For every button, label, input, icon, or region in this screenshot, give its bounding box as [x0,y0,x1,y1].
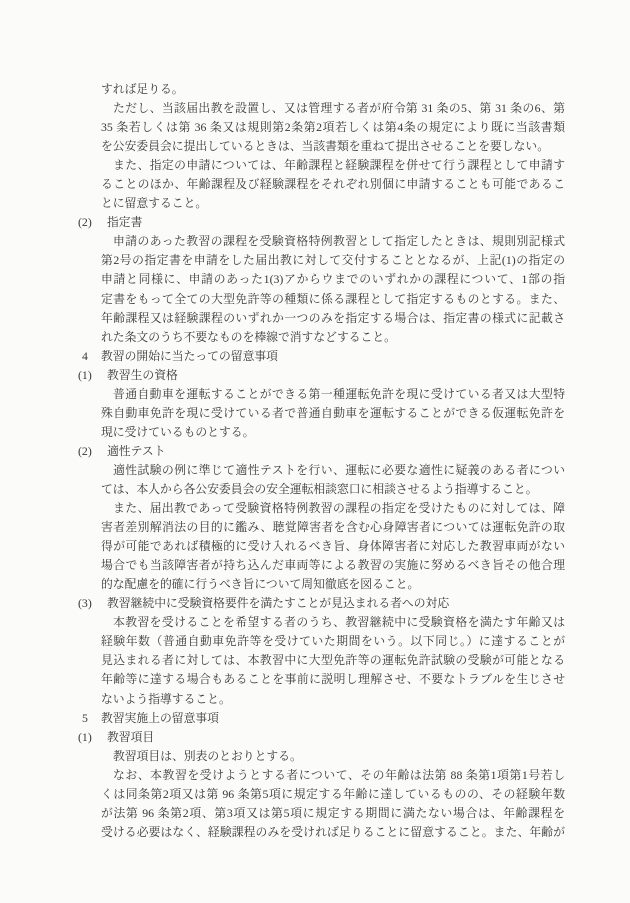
section-title: 教習の開始に当たっての留意事項 [101,348,278,363]
item-title: 教習生の資格 [107,367,178,382]
item-title: 教習継続中に受験資格要件を満たすことが見込まれる者への対応 [107,596,450,611]
paragraph-line: 申請のあった教習の課程を受験資格特例教習として指定したときは、規則別記様式 [113,234,565,249]
item-title: 適性テスト [107,443,166,458]
paragraph-line: なお、本教習を受けようとする者について、その年齢は法第 88 条第1項第1号若し [113,767,565,782]
paragraph-line: 年齢課程又は経験課程のいずれか一つのみを指定する場合は、指定書の様式に記載さ [101,310,565,325]
paragraph-line: ることのほか、年齢課程及び経験課程をそれぞれ別個に申請することも可能であるこ [101,177,565,192]
paragraph-line: 現に受けているものとする。 [101,424,255,439]
paragraph-line: とに留意すること。 [101,196,208,211]
section-number: 4 [82,348,88,363]
paragraph-line: ては、本人から各公安委員会の安全運転相談窓口に相談させるよう指導すること。 [101,481,538,496]
subsection-heading [78,213,565,232]
document-text-block [78,80,565,842]
paragraph-line: 普通自動車を運転することができる第一種運転免許を現に受けている者又は大型特 [113,386,565,401]
item-title: 指定書 [107,215,143,230]
paragraph-line: 受ける必要はなく、経験課程のみを受ければ足りることに留意すること。また、年齢が [101,824,565,839]
paragraph-line: 本教習を受けることを希望する者のうち、教習継続中に受験資格を満たす年齢又は [113,615,565,630]
paragraph-line: 経験年数（普通自動車免許等を受けていた期間をいう。以下同じ。）に達することが [101,634,565,649]
section-heading [82,709,565,728]
paragraph-line: 害者差別解消法の目的に鑑み、聴覚障害者を含む心身障害者については運転免許の取 [101,520,565,535]
paragraph-line: ないよう指導すること。 [101,691,231,706]
item-label: (2) [78,443,92,458]
paragraph-line: すれば足りる。 [101,82,184,96]
section-heading [82,347,565,366]
paragraph-line: 定書をもって全ての大型免許等の種類に係る課程として指定するものとする。また、 [101,291,565,306]
item-label: (2) [78,215,92,230]
paragraph-line: 場合でも当該障害者が持ち込んだ車両等による教習の実施に努めるべき旨その他合理 [101,558,565,573]
paragraph-line: 教習項目は、別表のとおりとする。 [113,748,302,763]
paragraph-line: が法第 96 条第2項、第3項又は第5項に規定する期間に満たない場合は、年齢課程を [101,805,565,820]
paragraph-line: また、届出教であって受験資格特例教習の課程の指定を受けたものに対しては、障 [113,501,565,516]
subsection-heading [78,594,565,613]
paragraph-line: また、指定の申請については、年齢課程と経験課程を併せて行う課程として申請す [113,158,565,173]
paragraph-line: 35 条若しくは第 36 条又は規則第2条第2項若しくは第4条の規定により既に当該書類 [101,120,565,135]
paragraph-line: を公安委員会に提出しているときは、当該書類を重ねて提出させることを要しない。 [101,139,549,154]
item-label: (3) [78,596,92,611]
paragraph-line: 的な配慮を的確に行うべき旨について周知徹底を図ること。 [101,577,420,592]
subsection-heading [78,442,565,461]
section-number: 5 [82,710,88,725]
paragraph-line: 見込まれる者に対しては、本教習中に大型免許等の運転免許試験の受験が可能となる [101,653,565,668]
paragraph-line: 年齢等に達する場合もあることを事前に説明し理解させ、不要なトラブルを生じさせ [101,672,565,687]
paragraph-line: 申請と同様に、申請のあった1(3)アからウまでのいずれかの課程について、1部の指 [101,272,565,287]
section-title: 教習実施上の留意事項 [101,710,219,725]
subsection-heading [78,366,565,385]
paragraph-line: 殊自動車免許を現に受けている者で普通自動車を運転することができる仮運転免許を [101,405,565,420]
paragraph-line: 得が可能であれば積極的に受け入れるべき旨、身体障害者に対応した教習車両がない [101,539,565,554]
item-label: (1) [78,367,92,382]
paragraph-line: 第2号の指定書を申請をした届出教に対して交付することとなるが、上記(1)の指定の [101,253,565,268]
subsection-heading [78,728,565,747]
paragraph-line: ただし、当該届出教を設置し、又は管理する者が府令第 31 条の5、第 31 条の6、第 [113,101,565,116]
item-title: 教習項目 [107,729,155,744]
paragraph-line: 適性試験の例に準じて適性テストを行い、運転に必要な適性に疑義のある者につい [113,462,565,477]
paragraph-line: くは同条第2項又は第 96 条第5項に規定する年齢に達しているものの、その経験年数 [101,786,565,801]
paragraph-line: れた条文のうち不要なものを棒線で消すなどすること。 [101,329,396,344]
item-label: (1) [78,729,92,744]
